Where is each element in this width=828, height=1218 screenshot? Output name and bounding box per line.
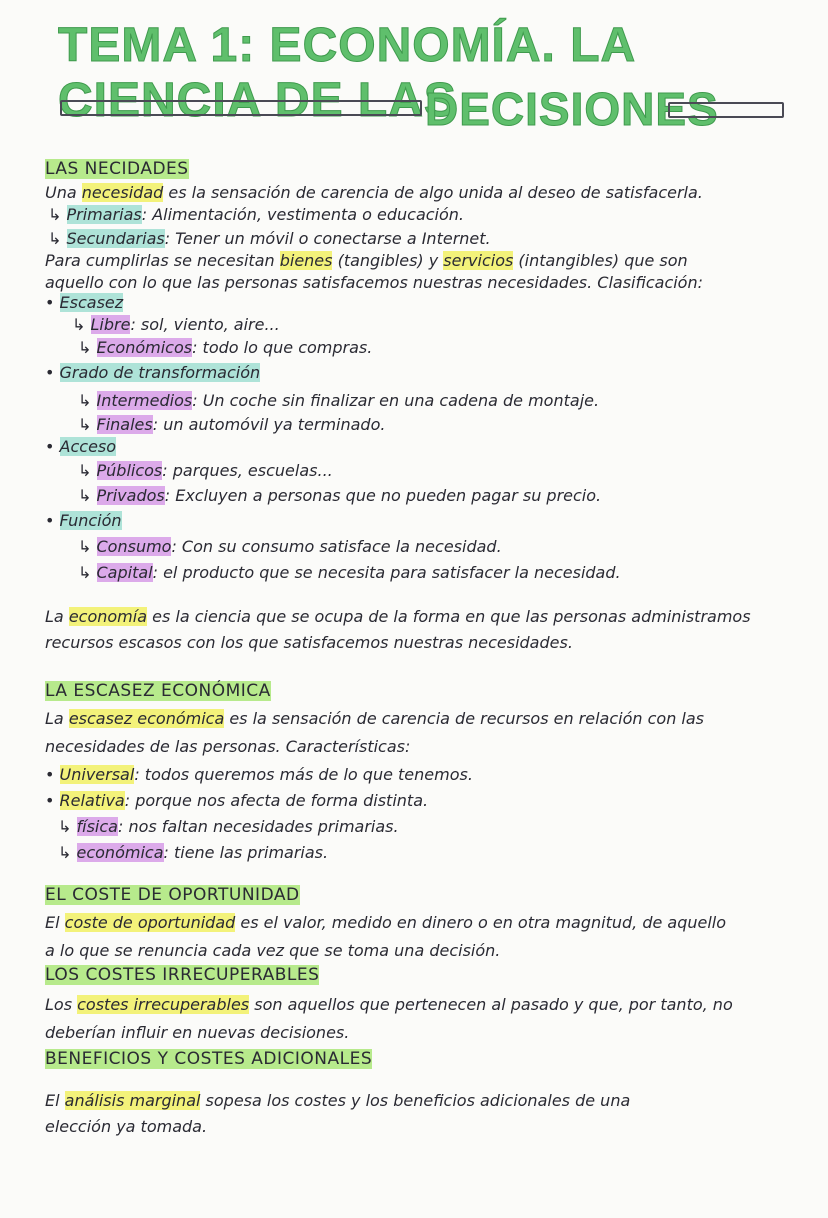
note-text: es la ciencia que se ocupa de la forma en que las personas administramos: [147, 607, 751, 626]
highlighted-term: análisis marginal: [64, 1091, 201, 1110]
page-title-continued: DECISIONES: [425, 83, 719, 135]
note-text: Para cumplirlas se necesitan: [45, 251, 280, 270]
highlighted-term: Privados: [96, 486, 165, 505]
note-line: [45, 436, 116, 458]
note-text: : porque nos afecta de forma distinta.: [124, 791, 429, 810]
note-text: : tiene las primarias.: [163, 843, 329, 862]
highlighted-term: Económicos: [96, 338, 193, 357]
highlighted-term: Públicos: [96, 461, 163, 480]
highlighted-term: Función: [59, 511, 122, 530]
highlighted-term: Universal: [59, 765, 135, 784]
note-line: [72, 314, 280, 336]
section-heading: [45, 964, 319, 986]
note-text: es el valor, medido en dinero o en otra magnitud, de aquello: [235, 913, 727, 932]
note-text: : Tener un móvil o conectarse a Internet.: [164, 229, 491, 248]
title-underline-box-left: [60, 100, 422, 116]
note-text: La: [45, 607, 69, 626]
note-line: [78, 414, 385, 436]
note-text: a lo que se renuncia cada vez que se toma una decisión.: [45, 941, 501, 960]
note-text: ↳: [48, 205, 67, 224]
note-line: [45, 790, 428, 812]
highlighted-term: coste de oportunidad: [64, 913, 236, 932]
highlighted-term: LOS COSTES IRRECUPERABLES: [45, 965, 320, 985]
note-text: Una: [45, 183, 82, 202]
note-text: es la sensación de carencia de algo unida al deseo de satisfacerla.: [163, 183, 703, 202]
note-line: [45, 362, 260, 384]
section-heading: [45, 1048, 372, 1070]
note-text: recursos escasos con los que satisfacemos nuestras necesidades.: [45, 633, 573, 652]
highlighted-term: Intermedios: [96, 391, 193, 410]
note-line: [45, 1116, 207, 1138]
note-line: [45, 182, 703, 204]
note-line: [78, 485, 601, 507]
section-heading: [45, 680, 271, 702]
note-line: [45, 632, 573, 654]
highlighted-term: BENEFICIOS Y COSTES ADICIONALES: [45, 1049, 373, 1069]
note-text: ↳: [78, 391, 97, 410]
note-line: [58, 842, 328, 864]
section-heading: [45, 158, 189, 180]
highlighted-term: Secundarias: [66, 229, 165, 248]
note-text: sopesa los costes y los beneficios adicionales de una: [200, 1091, 631, 1110]
highlighted-term: Capital: [96, 563, 153, 582]
section-heading: [45, 884, 300, 906]
highlighted-term: Escasez: [59, 293, 124, 312]
highlighted-term: bienes: [279, 251, 333, 270]
note-line: [45, 272, 703, 294]
note-text: •: [45, 511, 60, 530]
note-text: El: [45, 913, 65, 932]
note-text: ↳: [48, 229, 67, 248]
highlighted-term: Primarias: [66, 205, 142, 224]
note-text: es la sensación de carencia de recursos en relación con las: [224, 709, 705, 728]
note-text: elección ya tomada.: [45, 1117, 208, 1136]
highlighted-term: Consumo: [96, 537, 172, 556]
note-line: [45, 606, 751, 628]
note-text: : Alimentación, vestimenta o educación.: [141, 205, 465, 224]
note-text: •: [45, 791, 60, 810]
note-text: aquello con lo que las personas satisfacemos nuestras necesidades. Clasificación:: [45, 273, 703, 292]
note-line: [45, 994, 733, 1016]
highlighted-term: EL COSTE DE OPORTUNIDAD: [45, 885, 300, 905]
note-text: ↳: [78, 486, 97, 505]
note-text: •: [45, 293, 60, 312]
note-text: : Un coche sin finalizar en una cadena de montaje.: [192, 391, 600, 410]
highlighted-term: LA ESCASEZ ECONÓMICA: [45, 681, 271, 701]
note-line: [48, 228, 491, 250]
note-line: [45, 292, 123, 314]
highlighted-term: Grado de transformación: [59, 363, 261, 382]
note-line: [58, 816, 399, 838]
note-text: : parques, escuelas...: [162, 461, 333, 480]
note-line: [45, 708, 704, 730]
note-text: •: [45, 363, 60, 382]
highlighted-term: Acceso: [59, 437, 117, 456]
highlighted-term: Relativa: [59, 791, 125, 810]
note-text: : nos faltan necesidades primarias.: [117, 817, 399, 836]
note-text: ↳: [78, 563, 97, 582]
note-line: [78, 460, 333, 482]
note-text: : el producto que se necesita para satisfacer la necesidad.: [152, 563, 621, 582]
note-text: necesidades de las personas. Características:: [45, 737, 411, 756]
highlighted-term: escasez económica: [68, 709, 225, 728]
note-line: [45, 940, 500, 962]
note-text: El: [45, 1091, 65, 1110]
note-line: [45, 1090, 630, 1112]
highlighted-term: física: [76, 817, 118, 836]
note-text: : todo lo que compras.: [192, 338, 373, 357]
note-text: ↳: [78, 537, 97, 556]
note-text: •: [45, 437, 60, 456]
note-text: ↳: [58, 817, 77, 836]
highlighted-term: costes irrecuperables: [77, 995, 250, 1014]
highlighted-term: Libre: [90, 315, 131, 334]
note-text: Los: [45, 995, 78, 1014]
note-text: ↳: [78, 461, 97, 480]
note-line: [45, 250, 688, 272]
note-line: [45, 736, 410, 758]
title-underline-box-right: [668, 102, 784, 118]
highlighted-term: servicios: [443, 251, 514, 270]
note-text: ↳: [78, 338, 97, 357]
page-title: TEMA 1: ECONOMÍA. LA CIENCIA DE LAS: [58, 19, 635, 127]
note-text: : Con su consumo satisface la necesidad.: [171, 537, 502, 556]
note-text: deberían influir en nuevas decisiones.: [45, 1023, 350, 1042]
note-text: La: [45, 709, 69, 728]
note-text: ↳: [78, 415, 97, 434]
note-text: ↳: [58, 843, 77, 862]
note-line: [78, 337, 372, 359]
note-line: [45, 764, 473, 786]
note-text: : todos queremos más de lo que tenemos.: [134, 765, 473, 784]
note-text: •: [45, 765, 60, 784]
highlighted-term: LAS NECIDADES: [45, 159, 189, 179]
note-text: (intangibles) que son: [513, 251, 688, 270]
note-text: : sol, viento, aire...: [130, 315, 280, 334]
note-line: [45, 510, 122, 532]
note-line: [78, 562, 621, 584]
note-text: (tangibles) y: [332, 251, 444, 270]
note-line: [78, 390, 599, 412]
highlighted-term: Finales: [96, 415, 153, 434]
highlighted-term: necesidad: [81, 183, 164, 202]
note-text: ↳: [72, 315, 91, 334]
note-text: : Excluyen a personas que no pueden pagar su precio.: [164, 486, 602, 505]
note-line: [48, 204, 464, 226]
highlighted-term: económica: [76, 843, 164, 862]
note-text: son aquellos que pertenecen al pasado y que, por tanto, no: [249, 995, 733, 1014]
note-line: [45, 912, 726, 934]
note-line: [78, 536, 502, 558]
note-line: [45, 1022, 349, 1044]
highlighted-term: economía: [68, 607, 148, 626]
note-text: : un automóvil ya terminado.: [152, 415, 386, 434]
